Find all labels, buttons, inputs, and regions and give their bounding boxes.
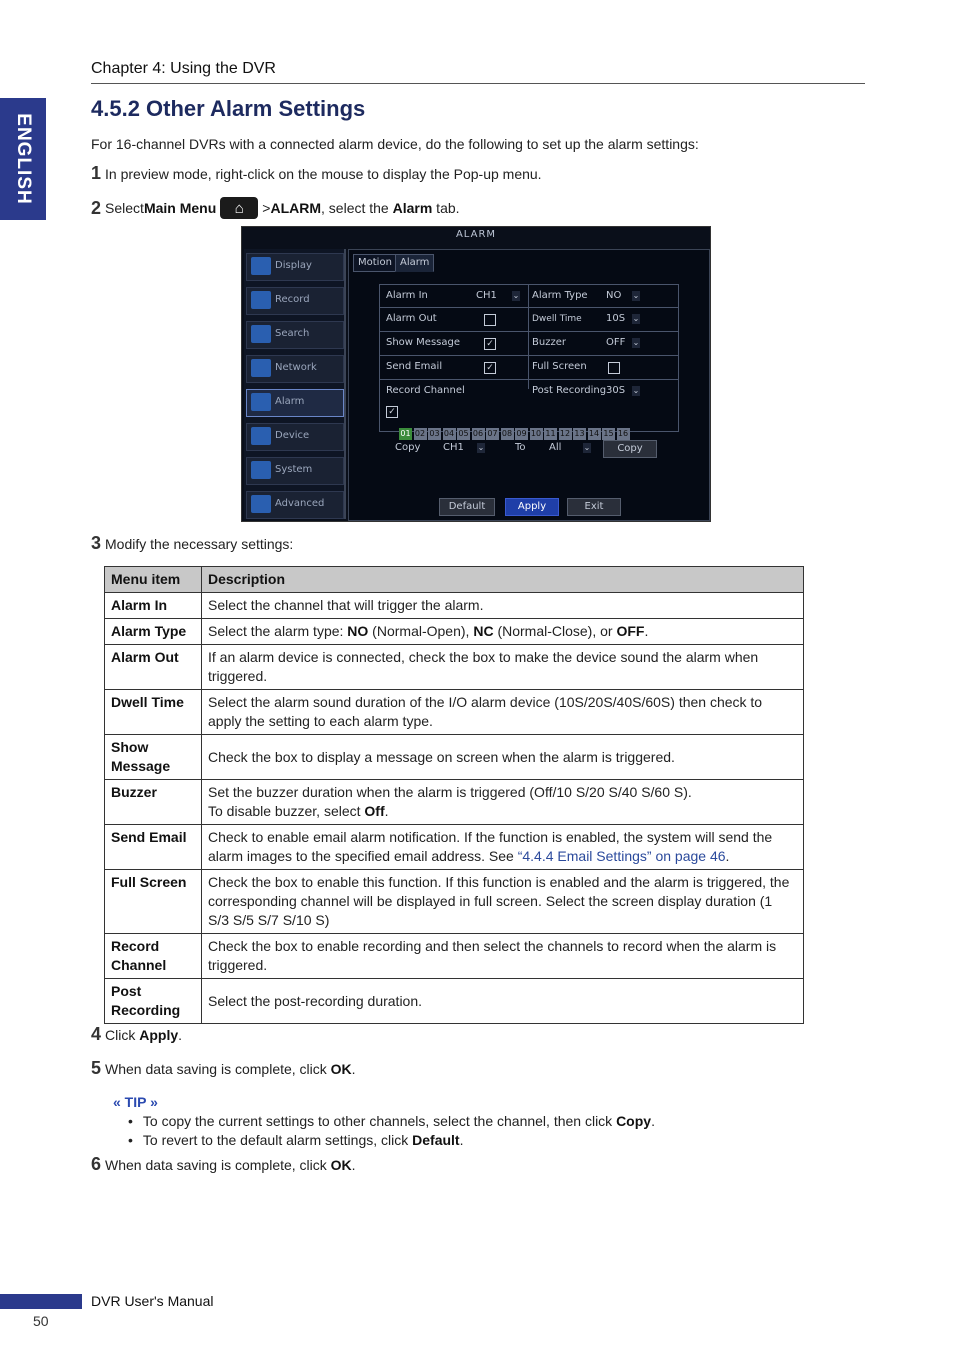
tip-bold: Default	[412, 1132, 460, 1148]
tip-text: .	[459, 1132, 464, 1148]
copy-from-select[interactable]: CH1	[443, 442, 464, 453]
email-settings-link[interactable]: “4.4.4 Email Settings” on page 46	[517, 848, 726, 864]
desc-text: To disable buzzer, select	[208, 803, 365, 819]
table-row	[105, 735, 804, 780]
column-header: Menu item	[105, 567, 202, 593]
alarm-out-checkbox[interactable]	[484, 314, 496, 326]
monitor-icon	[251, 257, 271, 275]
desc-bold: NC	[473, 623, 494, 639]
post-recording-select[interactable]: 30S	[606, 385, 626, 396]
dwell-time-select[interactable]: 10S	[606, 313, 626, 324]
menu-item-cell: Record Channel	[105, 934, 202, 979]
step-6	[91, 1154, 356, 1175]
channel-checkbox-03[interactable]: 03	[429, 429, 440, 438]
description-cell: Check the box to enable this function. If this function is enabled and the alarm is triggered, the corresponding channel will be displayed in full screen. Select the screen display duration (1 S/3 S/5 S/7 S/10 S)	[202, 870, 804, 934]
table-row	[105, 690, 804, 735]
dvr-menu-device[interactable]	[246, 423, 344, 451]
dvr-menu-network[interactable]	[246, 355, 344, 383]
network-icon	[251, 359, 271, 377]
column-header: Description	[202, 567, 804, 593]
page-number: 50	[33, 1313, 49, 1329]
channel-checkbox-07[interactable]: 07	[487, 429, 498, 438]
channel-checkbox-09[interactable]: 09	[516, 429, 527, 438]
menu-item-cell: Full Screen	[105, 870, 202, 934]
step-bold: Apply	[139, 1027, 179, 1043]
tab-motion[interactable]: Motion	[353, 254, 397, 272]
apply-button[interactable]: Apply	[505, 498, 559, 516]
table-row	[105, 934, 804, 979]
main-menu-label: Main Menu	[143, 200, 217, 216]
table-row	[105, 870, 804, 934]
step-text: .	[178, 1027, 183, 1043]
step-text: , select the	[321, 200, 393, 216]
description-cell	[202, 825, 804, 870]
dvr-menu-search[interactable]	[246, 321, 344, 349]
buzzer-label: Buzzer	[532, 337, 566, 348]
desc-text: .	[725, 848, 730, 864]
step-text: tab.	[432, 200, 460, 216]
description-cell: Check the box to display a message on screen when the alarm is triggered.	[202, 735, 804, 780]
language-label: ENGLISH	[13, 113, 34, 205]
table-row	[105, 825, 804, 870]
wrench-icon	[251, 495, 271, 513]
description-cell: Select the alarm sound duration of the I/O alarm device (10S/20S/40S/60S) then check to apply the setting to each alarm type.	[202, 690, 804, 735]
default-button[interactable]: Default	[439, 498, 495, 516]
menu-item-cell: Alarm Type	[105, 619, 202, 645]
footer-title: DVR User's Manual	[91, 1293, 214, 1309]
dvr-sidebar	[244, 249, 346, 519]
send-email-checkbox[interactable]: ✓	[484, 362, 496, 374]
step-text: Modify the necessary settings:	[105, 536, 294, 552]
chevron-down-icon[interactable]: ⌄	[632, 291, 640, 300]
dwell-time-label: Dwell Time	[532, 314, 582, 324]
table-row	[105, 593, 804, 619]
step-number: 4	[91, 1024, 102, 1044]
menu-label: Device	[275, 430, 310, 441]
menu-label: System	[275, 464, 313, 475]
step-5	[91, 1058, 356, 1079]
menu-item-cell: Show Message	[105, 735, 202, 780]
alarm-in-label: Alarm In	[386, 290, 428, 301]
step-text: >	[262, 200, 271, 216]
channel-checkbox-10[interactable]: 10	[530, 429, 542, 438]
menu-label: Display	[275, 260, 312, 271]
dvr-window-title: ALARM	[455, 229, 497, 240]
table-row	[105, 619, 804, 645]
desc-text: Check to enable email alarm notification. If the function is enabled, the system will send the alarm images to the specified email address. See	[208, 829, 773, 864]
menu-label: Advanced	[275, 498, 325, 509]
tip-bold: Copy	[616, 1113, 652, 1129]
gear-icon	[251, 461, 271, 479]
table-row	[105, 979, 804, 1024]
menu-label: Record	[275, 294, 310, 305]
to-label: To	[515, 442, 526, 453]
language-side-tab	[0, 98, 46, 220]
alarm-type-select[interactable]: NO	[606, 290, 622, 301]
step-number: 1	[91, 163, 102, 183]
menu-item-cell: Post Recording	[105, 979, 202, 1024]
show-message-checkbox[interactable]: ✓	[484, 338, 496, 350]
step-text: .	[351, 1061, 356, 1077]
table-header-row	[105, 567, 804, 593]
desc-bold: NO	[347, 623, 369, 639]
device-icon	[251, 427, 271, 445]
copy-button[interactable]: Copy	[603, 440, 657, 458]
chevron-down-icon[interactable]: ⌄	[632, 314, 640, 323]
channel-checkbox-13[interactable]: 13	[574, 429, 585, 438]
channel-checkbox-01[interactable]: 01	[400, 429, 411, 438]
search-icon	[251, 325, 271, 343]
channel-checkbox-14[interactable]: 14	[588, 429, 600, 438]
alarm-settings-table	[104, 566, 804, 1024]
description-cell: If an alarm device is connected, check the box to make the device sound the alarm when triggered.	[202, 645, 804, 690]
tip-text: .	[651, 1113, 655, 1129]
chevron-down-icon[interactable]: ⌄	[477, 443, 485, 452]
description-cell: Select the post-recording duration.	[202, 979, 804, 1024]
step-number: 6	[91, 1154, 102, 1174]
step-4	[91, 1024, 182, 1045]
channel-checkbox-06[interactable]: 06	[472, 429, 484, 438]
channel-checkbox-12[interactable]: 12	[559, 429, 571, 438]
channel-checkbox-02[interactable]: 02	[414, 429, 426, 438]
step-number: 2	[91, 197, 102, 218]
header-divider	[91, 83, 865, 84]
table-row	[105, 780, 804, 825]
record-all-checkbox[interactable]: ✓	[386, 406, 398, 418]
menu-label: Alarm	[275, 396, 305, 407]
home-icon: ⌂	[220, 197, 258, 219]
channel-checkbox-05[interactable]: 05	[458, 429, 469, 438]
exit-button[interactable]: Exit	[567, 498, 621, 516]
table-row	[105, 645, 804, 690]
alarm-settings-form	[379, 284, 679, 432]
chevron-down-icon[interactable]: ⌄	[583, 443, 591, 452]
footer-bar	[0, 1294, 82, 1309]
tab-alarm[interactable]: Alarm	[395, 254, 434, 272]
full-screen-checkbox[interactable]	[608, 362, 620, 374]
alarm-out-label: Alarm Out	[386, 313, 437, 324]
desc-bold: OFF	[616, 623, 645, 639]
desc-text: Select the alarm type:	[208, 623, 348, 639]
step-text: Click	[105, 1027, 140, 1043]
desc-text: Set the buzzer duration when the alarm is triggered (Off/10 S/20 S/40 S/60 S).	[208, 784, 692, 800]
menu-item-cell: Send Email	[105, 825, 202, 870]
list-item	[128, 1131, 655, 1150]
alarm-icon	[251, 393, 271, 411]
chevron-down-icon[interactable]: ⌄	[512, 291, 520, 300]
menu-item-cell: Alarm In	[105, 593, 202, 619]
alarm-in-select[interactable]: CH1	[476, 290, 497, 301]
alarm-tab-label: Alarm	[392, 200, 433, 216]
copy-label: Copy	[395, 442, 421, 453]
step-text: In preview mode, right-click on the mouse to display the Pop-up menu.	[105, 166, 542, 182]
tip-text: To revert to the default alarm settings, click	[142, 1132, 413, 1148]
step-bold: OK	[330, 1061, 352, 1077]
desc-text: .	[384, 803, 389, 819]
channel-checkbox-08[interactable]: 08	[501, 429, 513, 438]
post-recording-label: Post Recording	[532, 385, 607, 396]
desc-text: (Normal-Open),	[368, 623, 474, 639]
description-cell	[202, 780, 804, 825]
step-1	[91, 163, 542, 184]
chevron-down-icon[interactable]: ⌄	[632, 338, 640, 347]
record-channel-label: Record Channel	[386, 385, 465, 396]
dvr-menu-display[interactable]	[246, 253, 344, 281]
list-item	[128, 1112, 655, 1131]
step-text: When data saving is complete, click	[105, 1061, 331, 1077]
chevron-down-icon[interactable]: ⌄	[632, 386, 640, 395]
tip-label: « TIP »	[113, 1094, 158, 1110]
alarm-menu-label: ALARM	[270, 200, 322, 216]
dvr-menu-record[interactable]	[246, 287, 344, 315]
dvr-menu-alarm[interactable]	[246, 389, 344, 417]
tip-text: To copy the current settings to other channels, select the channel, then click	[142, 1113, 617, 1129]
alarm-type-label: Alarm Type	[532, 290, 588, 301]
step-number: 3	[91, 533, 102, 553]
copy-to-select[interactable]: All	[549, 442, 562, 453]
step-text: .	[351, 1157, 356, 1173]
menu-label: Network	[275, 362, 317, 373]
tip-list	[128, 1112, 655, 1150]
full-screen-label: Full Screen	[532, 361, 587, 372]
intro-paragraph: For 16-channel DVRs with a connected alarm device, do the following to set up the alarm settings:	[91, 136, 699, 152]
buzzer-select[interactable]: OFF	[606, 337, 626, 348]
dvr-alarm-screenshot	[241, 226, 711, 522]
step-text: Select	[105, 200, 144, 216]
description-cell	[202, 619, 804, 645]
menu-item-cell: Alarm Out	[105, 645, 202, 690]
step-2	[91, 197, 460, 219]
film-icon	[251, 291, 271, 309]
channel-checkbox-04[interactable]: 04	[443, 429, 455, 438]
step-3	[91, 533, 293, 554]
menu-item-cell: Dwell Time	[105, 690, 202, 735]
channel-checkbox-16[interactable]: 16	[617, 429, 629, 438]
desc-bold: Off	[364, 803, 385, 819]
desc-text: .	[644, 623, 649, 639]
chapter-header: Chapter 4: Using the DVR	[91, 60, 276, 77]
dvr-menu-system[interactable]	[246, 457, 344, 485]
show-message-label: Show Message	[386, 337, 460, 348]
send-email-label: Send Email	[386, 361, 443, 372]
menu-item-cell: Buzzer	[105, 780, 202, 825]
step-text: When data saving is complete, click	[105, 1157, 331, 1173]
menu-label: Search	[275, 328, 310, 339]
dvr-content-panel	[348, 249, 710, 521]
description-cell: Check the box to enable recording and then select the channels to record when the alarm is triggered.	[202, 934, 804, 979]
description-cell: Select the channel that will trigger the alarm.	[202, 593, 804, 619]
step-number: 5	[91, 1058, 102, 1078]
section-title: 4.5.2 Other Alarm Settings	[91, 96, 366, 121]
desc-text: (Normal-Close), or	[493, 623, 617, 639]
step-bold: OK	[330, 1157, 352, 1173]
channel-checkbox-11[interactable]: 11	[545, 429, 556, 438]
channel-checkbox-15[interactable]: 15	[603, 429, 614, 438]
dvr-menu-advanced[interactable]	[246, 491, 344, 519]
